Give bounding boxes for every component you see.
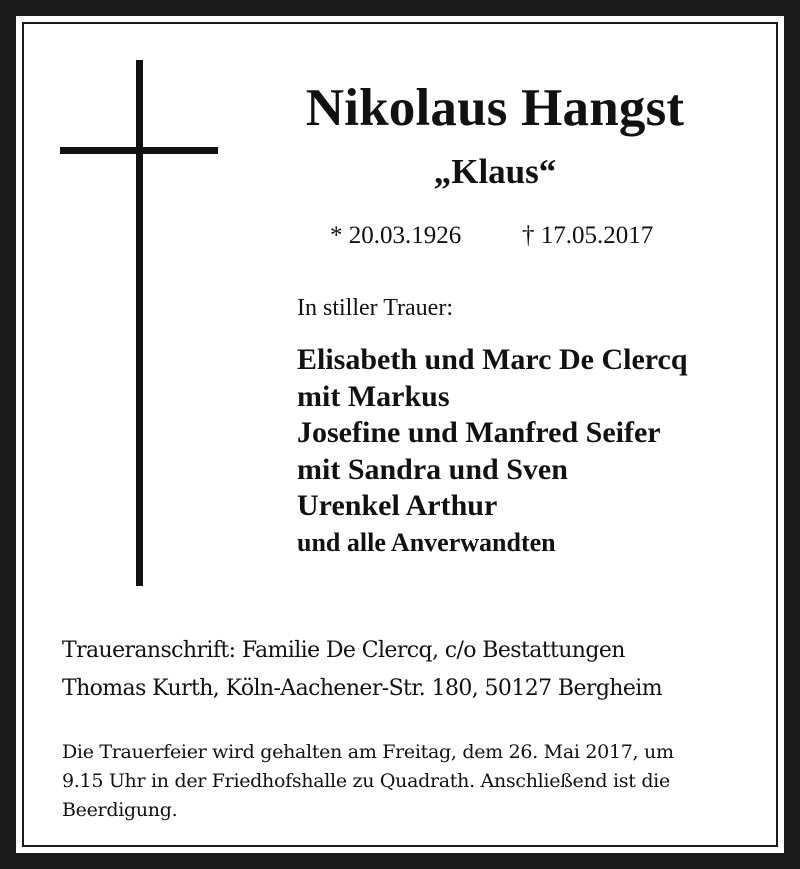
address-line: Thomas Kurth, Köln-Aachener-Str. 180, 50127 Bergheim (62, 676, 662, 701)
funeral-notice (62, 738, 752, 825)
death-date: † 17.05.2017 (522, 222, 654, 249)
mourner-line: Elisabeth und Marc De Clercq (297, 343, 688, 376)
birth-date: * 20.03.1926 (330, 222, 462, 249)
mourner-line: Urenkel Arthur (297, 489, 498, 523)
cross-icon-vertical-bar (136, 60, 143, 586)
address-line: Traueranschrift: Familie De Clercq, c/o Bestattungen (62, 638, 625, 663)
mourners-list (297, 342, 688, 561)
notice-line: 9.15 Uhr in der Friedhofshalle zu Quadrath. Anschließend ist die (62, 770, 670, 792)
cross-icon-horizontal-bar (60, 147, 218, 154)
notice-line: Die Trauerfeier wird gehalten am Freitag, dem 26. Mai 2017, um (62, 741, 674, 763)
mourning-address (62, 632, 662, 708)
deceased-name: Nikolaus Hangst (305, 79, 685, 137)
mourner-line: und alle Anverwandten (297, 527, 556, 557)
notice-line: Beerdigung. (62, 799, 178, 821)
mourning-intro: In stiller Trauer: (297, 295, 453, 321)
mourner-line: Josefine und Manfred Seifer (297, 416, 661, 450)
deceased-nickname: „Klaus“ (433, 152, 557, 191)
mourner-line: mit Markus (297, 379, 450, 413)
mourner-line: mit Sandra und Sven (297, 452, 568, 486)
